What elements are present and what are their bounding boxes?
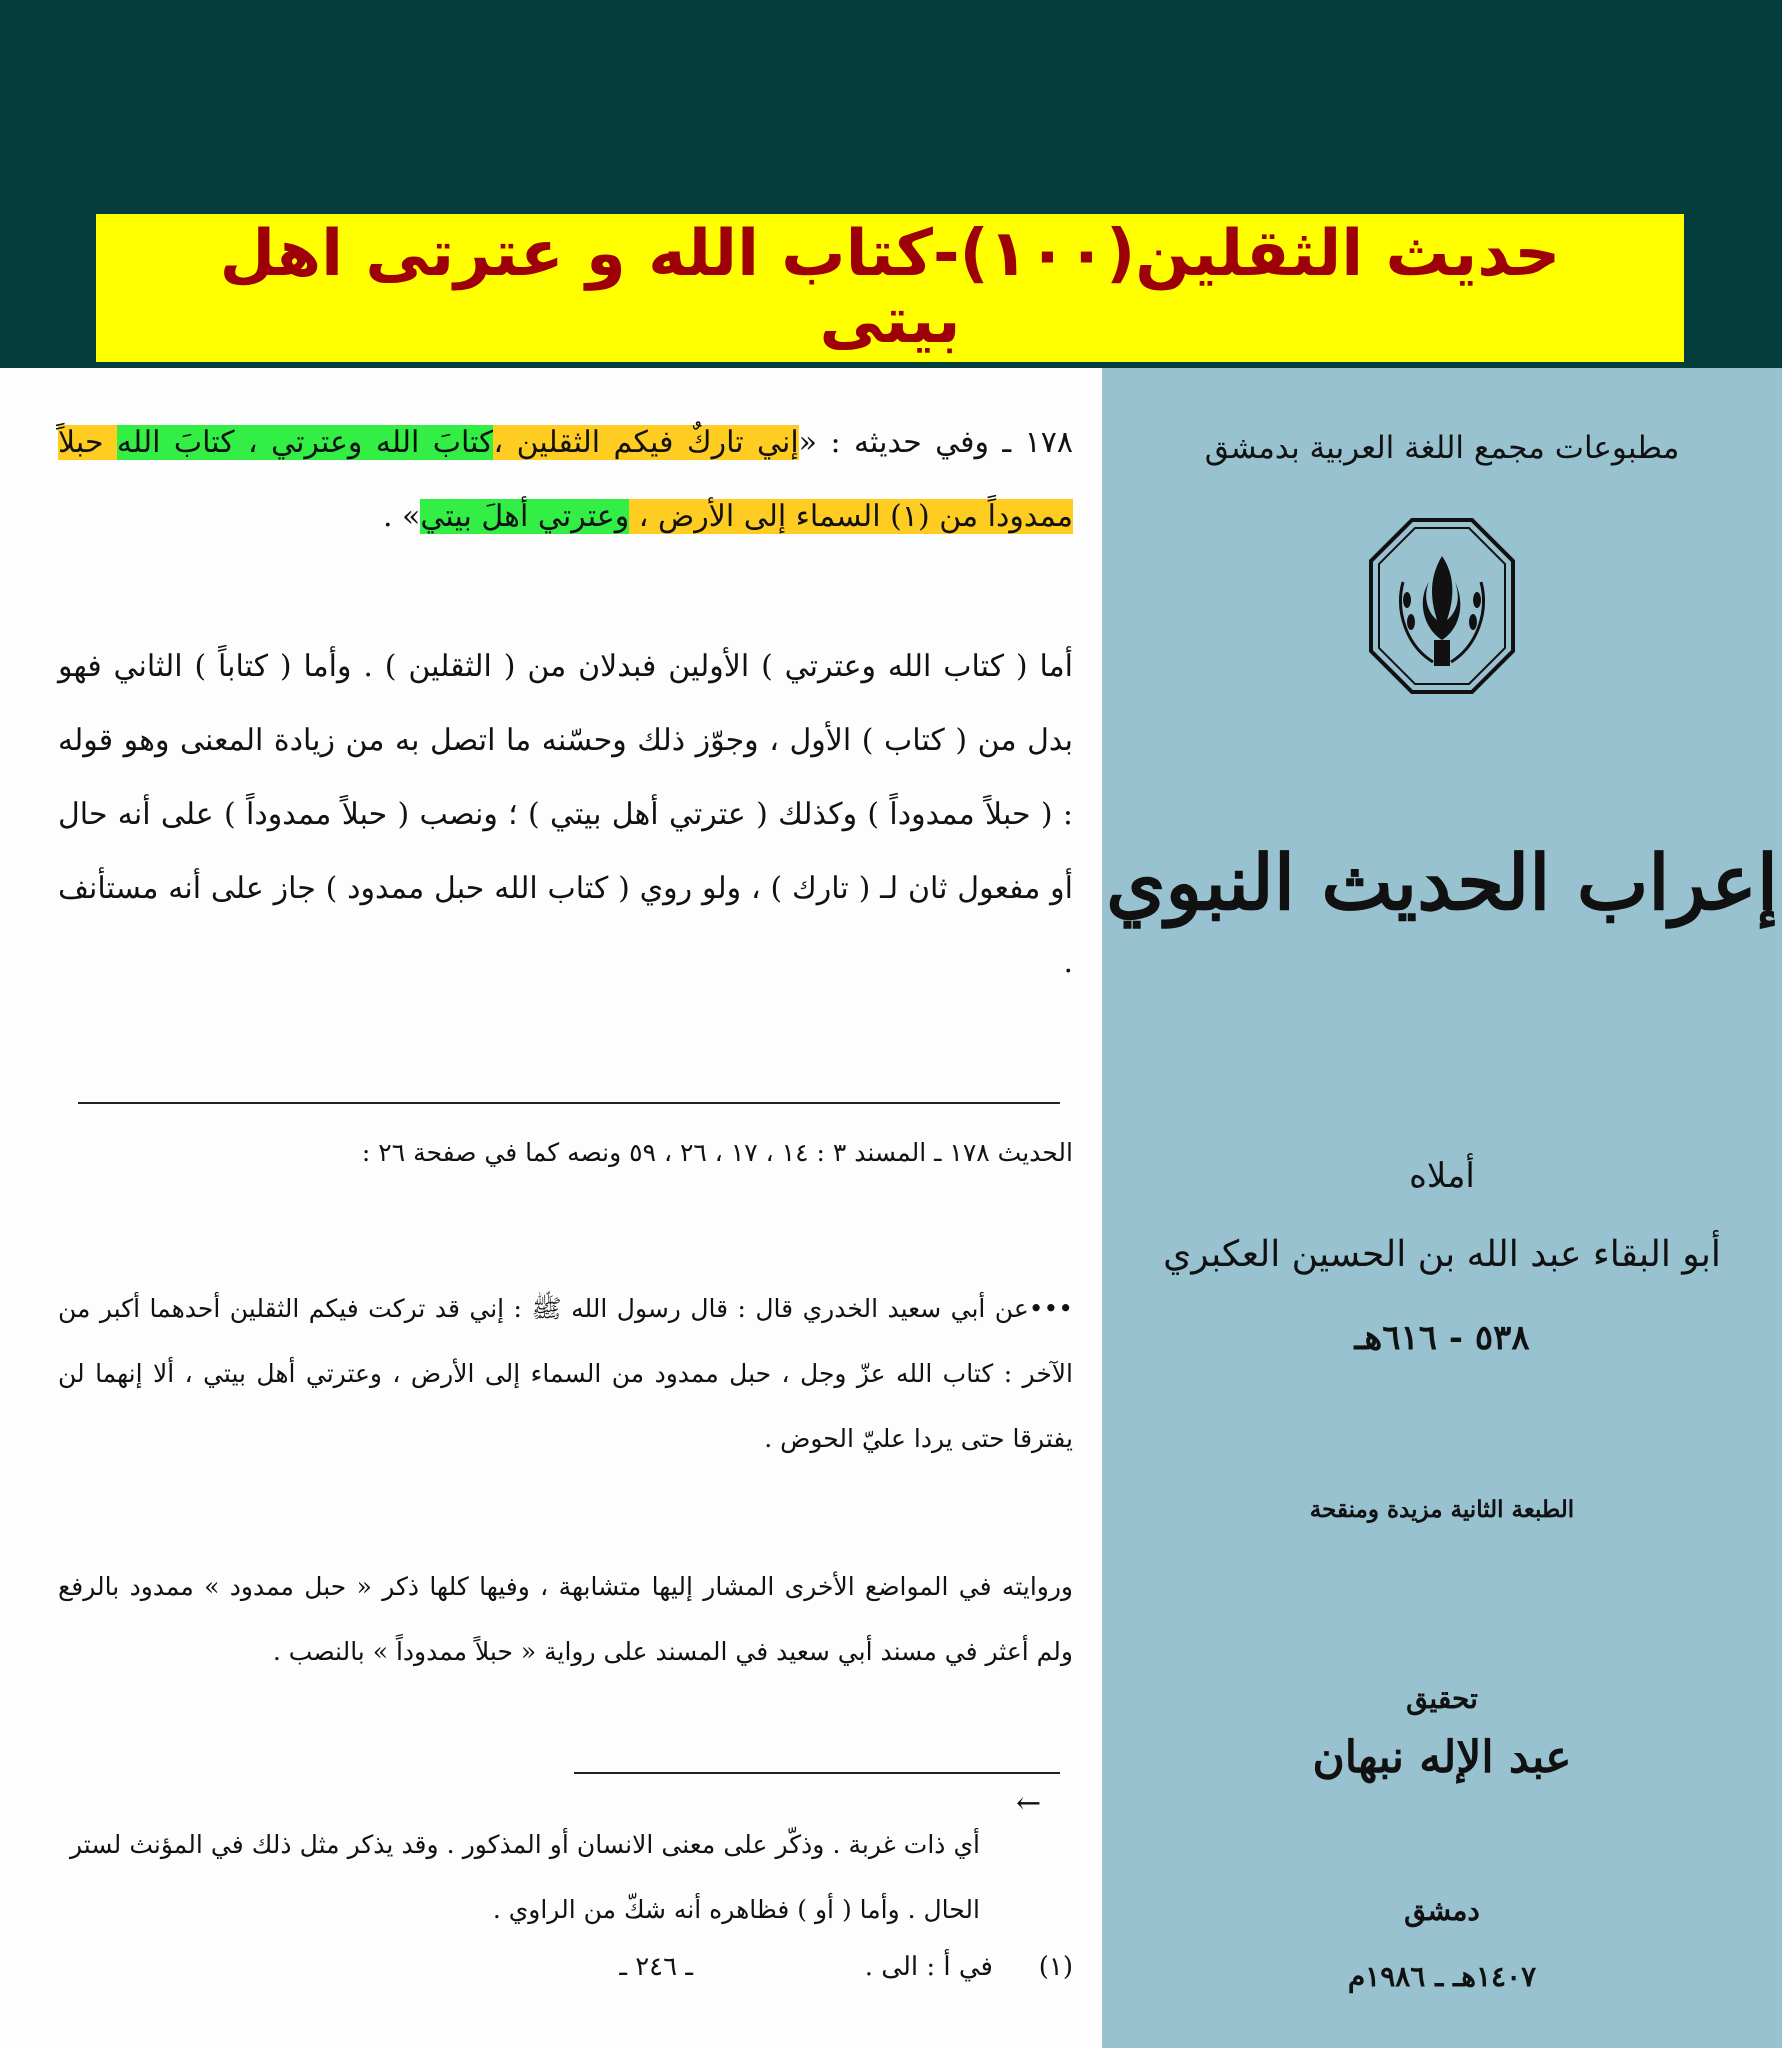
footnote-source: الحديث ١٧٨ ـ المسند ٣ : ١٤ ، ١٧ ، ٢٦ ، ٥٩ ونصه كما في صفحة ٢٦ :: [361, 1138, 1073, 1167]
dictated-by-label: أملاه: [1409, 1156, 1475, 1196]
publication-year: ١٤٠٧هـ ـ ١٩٨٦م: [1347, 1960, 1537, 1993]
editor-name: عبد الإله نبهان: [1312, 1732, 1572, 1783]
publisher-line: مطبوعات مجمع اللغة العربية بدمشق: [1204, 430, 1680, 466]
page-number: ـ ٢٤٦ ـ: [619, 1952, 693, 1982]
author-dates: ٥٣٨ - ٦١٦هـ: [1354, 1318, 1530, 1358]
footnote-divider: [574, 1772, 1060, 1774]
page-footer: [58, 1952, 1073, 2012]
note-text: في أ : الى .: [864, 1952, 993, 1982]
hadith-quote-2: كتابَ الله وعترتي ، كتابَ الله: [116, 425, 494, 460]
hadith-quote-5: وعترتي أهلَ بيتي: [420, 499, 630, 534]
book-cover: [1102, 368, 1782, 2048]
commentary-paragraph: أما ( كتاب الله وعترتي ) الأولين فبدلان من ( الثقلين ) . وأما ( كتاباً ) الثاني فهو بدل من ( كتاب ) الأول ، وجوّز ذلك وحسّنه ما اتصل به من زيادة المعنى وهو قوله : ( حبلاً ممدوداً ) وكذلك ( عترتي أهل بيتي ) ؛ ونصب ( حبلاً ممدوداً ) على أنه حال أو مفعول ثان لـ ( تارك ) ، ولو روي ( كتاب الله حبل ممدود ) جاز على أنه مستأنف .: [58, 649, 1073, 980]
hadith-quote-1: إني تاركٌ فيكم الثقلين ،: [493, 425, 799, 460]
hadith-intro: ١٧٨ ـ وفي حديثه : «: [798, 425, 1073, 460]
book-title: إعراب الحديث النبوي: [1106, 838, 1778, 927]
editing-label: تحقيق: [1406, 1682, 1478, 1715]
section-divider: [78, 1102, 1060, 1104]
book-page: [0, 368, 1102, 2048]
footnote-arrow: ←: [1016, 1786, 1042, 1821]
author-name: أبو البقاء عبد الله بن الحسين العكبري: [1163, 1234, 1721, 1275]
footnote-marker: (١): [890, 499, 930, 534]
torch-emblem-icon: [1367, 516, 1517, 696]
city: دمشق: [1404, 1894, 1480, 1927]
gloss-paragraph: أي ذات غربة . وذكّر على معنى الانسان أو المذكور . وقد يذكر مثل ذلك في المؤنث لستر الحال . وأما ( أو ) فظاهره أنه شكّ من الراوي .: [70, 1830, 980, 1924]
hadith-end: » .: [382, 499, 421, 534]
title-banner: [96, 214, 1684, 362]
note-label: (١): [1038, 1952, 1073, 1982]
banner-title: حديث الثقلين(١٠٠)-كتاب الله و عترتى اهل بيتى: [219, 216, 1561, 358]
footnote-hadith-text: •••عن أبي سعيد الخدري قال : قال رسول الله ﷺ : إني قد تركت فيكم الثقلين أحدهما أكبر من الآخر : كتاب الله عزّ وجل ، حبل ممدود من السماء إلى الأرض ، وعترتي أهل بيتي ، ألا إنهما لن يفترقا حتى يردا عليّ الحوض .: [58, 1294, 1073, 1453]
hadith-quote-4: السماء إلى الأرض ،: [638, 499, 881, 534]
footnote-remark: وروايته في المواضع الأخرى المشار إليها متشابهة ، وفيها كلها ذكر « حبل ممدود » ممدود بالرفع ولم أعثر في مسند أبي سعيد في المسند على رواية « حبلاً ممدوداً » بالنصب .: [58, 1572, 1073, 1666]
hadith-quote-3-text: حبلاً ممدوداً من: [58, 425, 1073, 534]
edition-note: الطبعة الثانية مزيدة ومنقحة: [1309, 1496, 1575, 1523]
hadith-paragraph: [58, 406, 1073, 554]
